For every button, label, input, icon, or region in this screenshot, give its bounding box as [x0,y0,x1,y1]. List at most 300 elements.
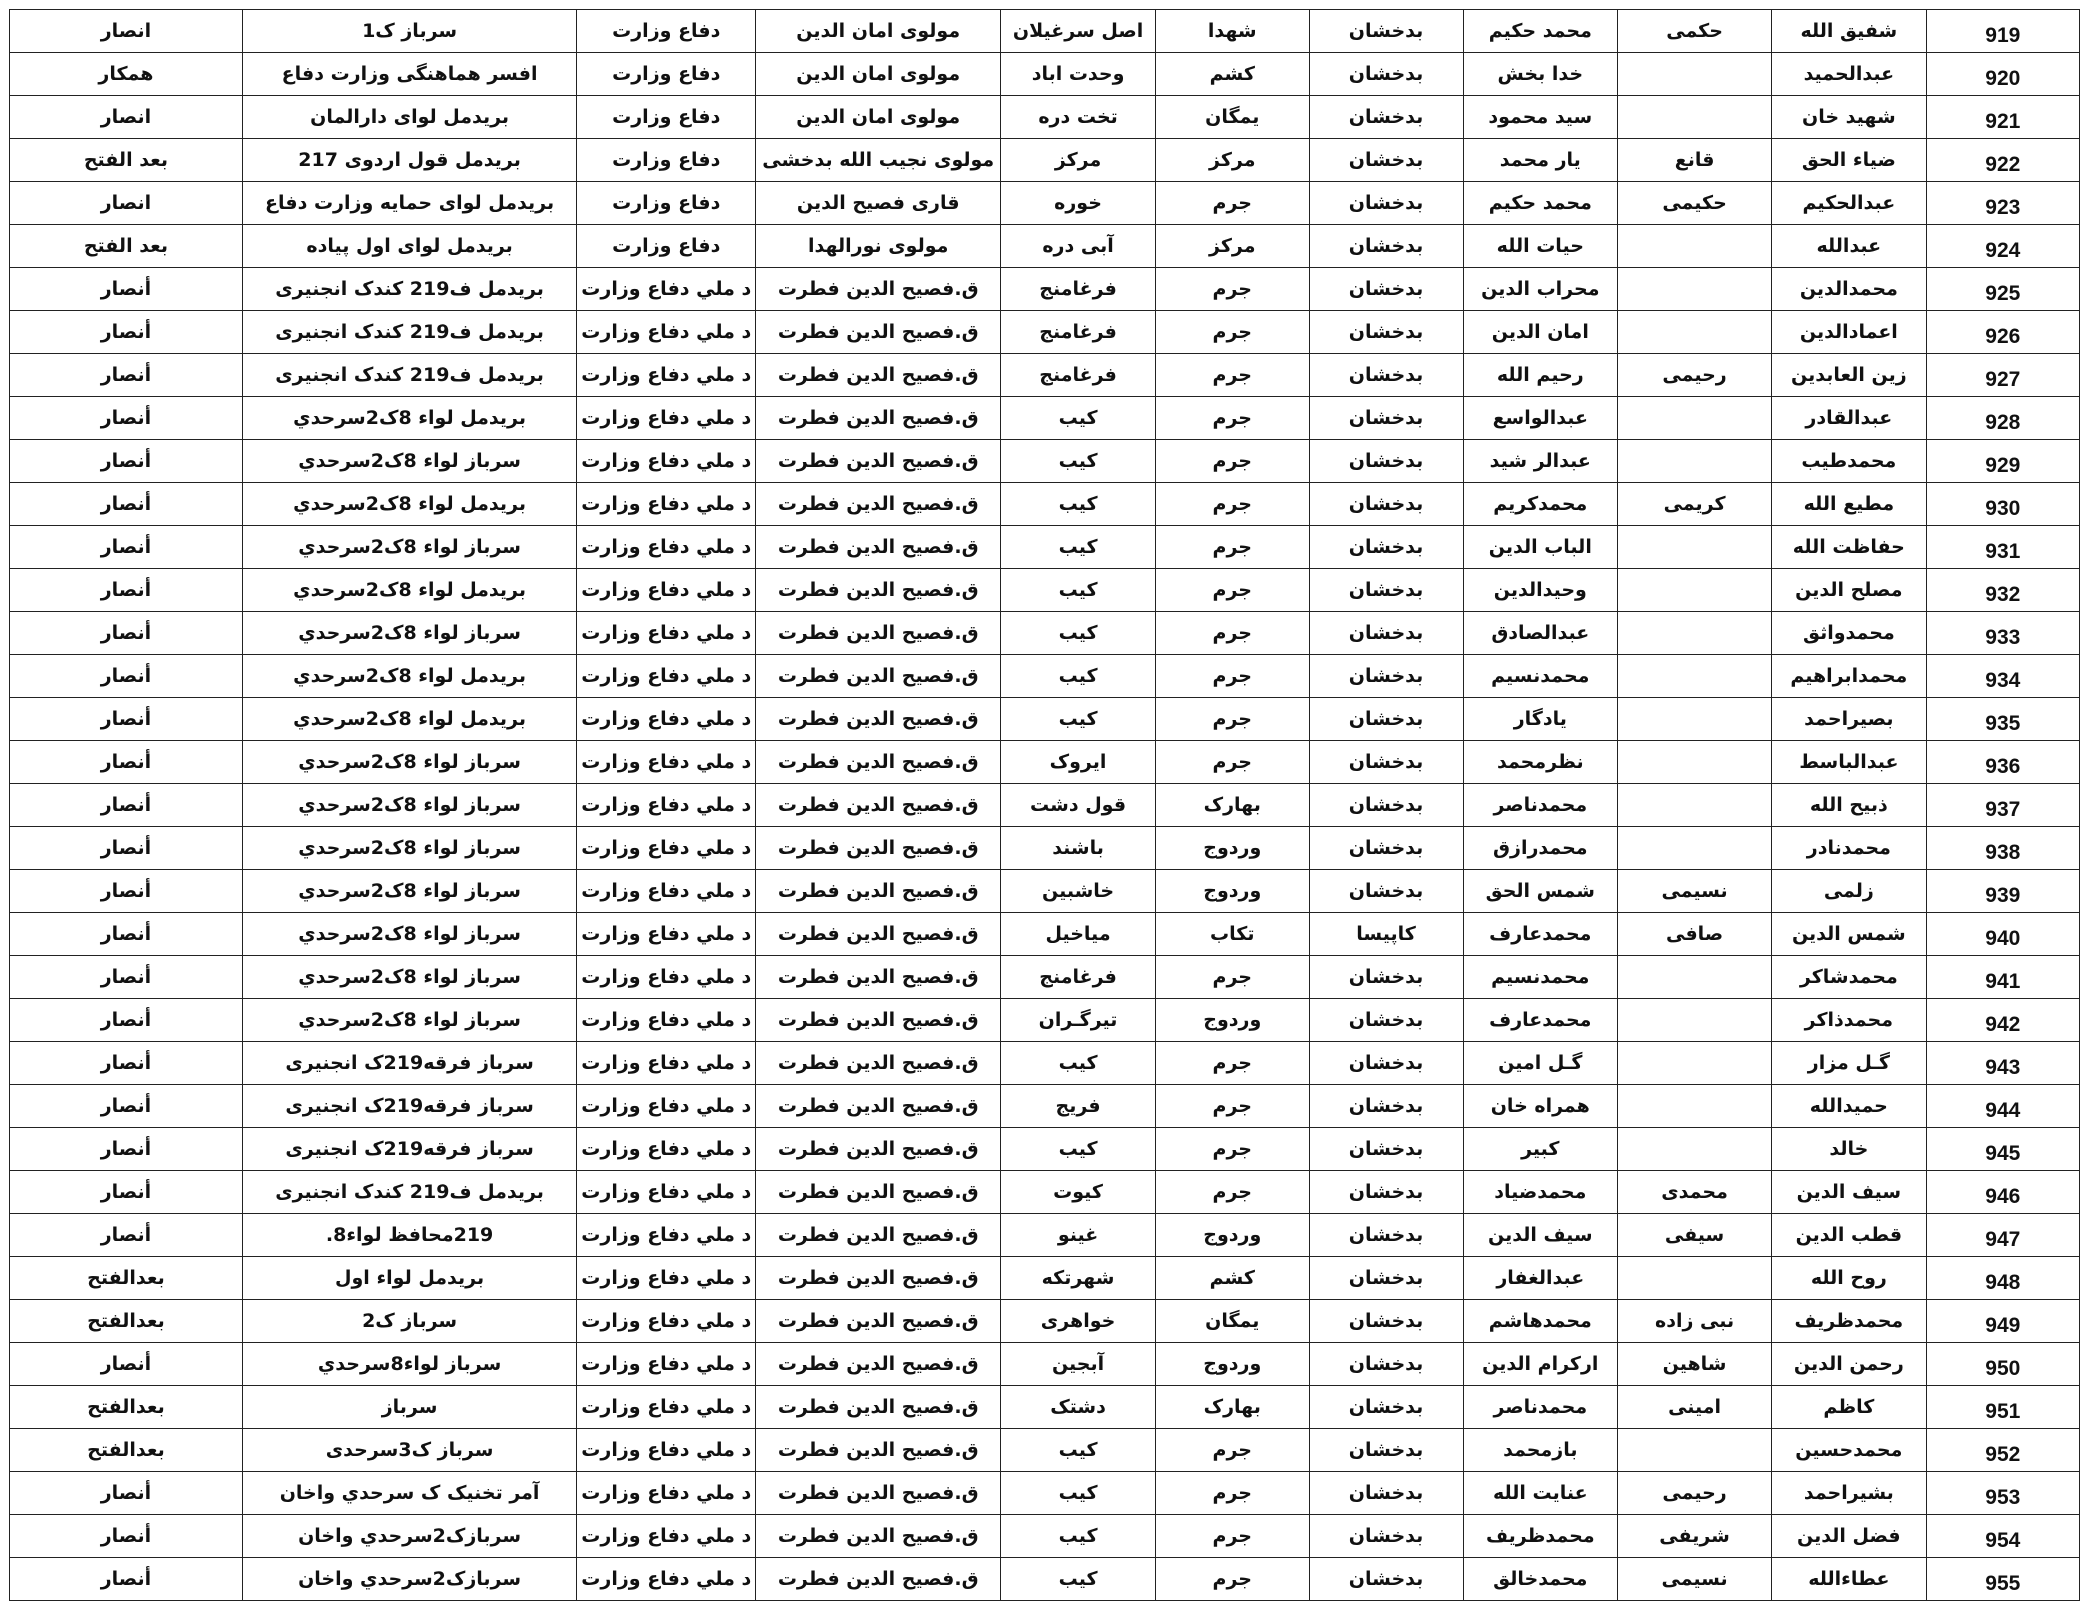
position-cell: سرباز لواء 8ک2سرحدي [242,956,576,999]
ministry-cell: د ملي دفاع وزارت [577,913,756,956]
status-cell: أنصار [10,569,243,612]
province-cell: بدخشان [1309,999,1463,1042]
table-row [10,139,2080,182]
number-cell: 952 [1926,1429,2079,1472]
recommender-cell: ق.فصیح الدین فطرت [756,827,1001,870]
table-row [10,483,2080,526]
name-cell: محمدشاکر [1772,956,1927,999]
surname-cell: کریمی [1618,483,1772,526]
status-cell: أنصار [10,741,243,784]
ministry-cell: د ملي دفاع وزارت [577,1257,756,1300]
table-row [10,612,2080,655]
status-cell: بعدالفتح [10,1300,243,1343]
surname-cell [1618,1128,1772,1171]
ministry-cell: د ملي دفاع وزارت [577,1042,756,1085]
village-cell: کیب [1001,655,1156,698]
table-row [10,741,2080,784]
province-cell: بدخشان [1309,311,1463,354]
father-name-cell: محمدنسیم [1463,956,1618,999]
recommender-cell: مولوی نورالهدا [756,225,1001,268]
province-cell: بدخشان [1309,1300,1463,1343]
table-row [10,655,2080,698]
ministry-cell: د ملي دفاع وزارت [577,612,756,655]
father-name-cell: رحیم الله [1463,354,1618,397]
village-cell: فریج [1001,1085,1156,1128]
status-cell: أنصار [10,999,243,1042]
table-row [10,1386,2080,1429]
recommender-cell: ق.فصیح الدین فطرت [756,741,1001,784]
number-cell: 933 [1926,612,2079,655]
village-cell: آبجین [1001,1343,1156,1386]
position-cell: سرباز لواء 8ک2سرحدي [242,784,576,827]
position-cell: سرباز [242,1386,576,1429]
recommender-cell: ق.فصیح الدین فطرت [756,1171,1001,1214]
father-name-cell: سیف الدین [1463,1214,1618,1257]
village-cell: کیب [1001,397,1156,440]
status-cell: أنصار [10,397,243,440]
table-row [10,1128,2080,1171]
position-cell: سرباز فرقه219ک انجنیری [242,1085,576,1128]
province-cell: بدخشان [1309,1171,1463,1214]
status-cell: أنصار [10,655,243,698]
number-cell: 949 [1926,1300,2079,1343]
recommender-cell: ق.فصیح الدین فطرت [756,1386,1001,1429]
name-cell: بصیراحمد [1772,698,1927,741]
surname-cell [1618,1257,1772,1300]
father-name-cell: محمدضیاد [1463,1171,1618,1214]
recommender-cell: ق.فصیح الدین فطرت [756,870,1001,913]
status-cell: أنصار [10,268,243,311]
district-cell: جرم [1155,1515,1309,1558]
recommender-cell: ق.فصیح الدین فطرت [756,483,1001,526]
surname-cell [1618,311,1772,354]
surname-cell [1618,698,1772,741]
ministry-cell: د ملي دفاع وزارت [577,1171,756,1214]
district-cell: جرم [1155,698,1309,741]
village-cell: مرکز [1001,139,1156,182]
district-cell: تکاب [1155,913,1309,956]
district-cell: جرم [1155,483,1309,526]
recommender-cell: قاری فصیح الدین [756,182,1001,225]
number-cell: 939 [1926,870,2079,913]
recommender-cell: ق.فصیح الدین فطرت [756,1558,1001,1601]
table-row [10,53,2080,96]
position-cell: سربازک2سرحدي واخان [242,1515,576,1558]
province-cell: بدخشان [1309,1472,1463,1515]
recommender-cell: ق.فصیح الدین فطرت [756,1257,1001,1300]
province-cell: بدخشان [1309,741,1463,784]
status-cell: أنصار [10,612,243,655]
district-cell: جرم [1155,268,1309,311]
position-cell: سرباز لواء 8ک2سرحدي [242,870,576,913]
father-name-cell: محمدخالق [1463,1558,1618,1601]
status-cell: أنصار [10,1214,243,1257]
name-cell: زین العابدین [1772,354,1927,397]
ministry-cell: د ملي دفاع وزارت [577,569,756,612]
father-name-cell: محمدکریم [1463,483,1618,526]
ministry-cell: دفاع وزارت [577,225,756,268]
village-cell: ایروک [1001,741,1156,784]
district-cell: جرم [1155,440,1309,483]
district-cell: شهدا [1155,10,1309,53]
number-cell: 926 [1926,311,2079,354]
father-name-cell: عبدالواسع [1463,397,1618,440]
status-cell: أنصار [10,1085,243,1128]
recommender-cell: ق.فصیح الدین فطرت [756,784,1001,827]
district-cell: وردوج [1155,999,1309,1042]
number-cell: 929 [1926,440,2079,483]
status-cell: انصار [10,10,243,53]
table-row [10,1515,2080,1558]
number-cell: 944 [1926,1085,2079,1128]
province-cell: بدخشان [1309,139,1463,182]
status-cell: أنصار [10,784,243,827]
ministry-cell: د ملي دفاع وزارت [577,440,756,483]
ministry-cell: د ملي دفاع وزارت [577,1300,756,1343]
name-cell: عبدالقادر [1772,397,1927,440]
position-cell: سرباز لواء 8ک2سرحدي [242,440,576,483]
recommender-cell: ق.فصیح الدین فطرت [756,612,1001,655]
district-cell: جرم [1155,1085,1309,1128]
province-cell: بدخشان [1309,440,1463,483]
province-cell: بدخشان [1309,655,1463,698]
surname-cell [1618,956,1772,999]
surname-cell: امینی [1618,1386,1772,1429]
ministry-cell: د ملي دفاع وزارت [577,1214,756,1257]
name-cell: محمدطیب [1772,440,1927,483]
province-cell: بدخشان [1309,698,1463,741]
name-cell: اعمادالدین [1772,311,1927,354]
district-cell: جرم [1155,526,1309,569]
name-cell: عبدالله [1772,225,1927,268]
status-cell: أنصار [10,1171,243,1214]
village-cell: فرغامنج [1001,956,1156,999]
recommender-cell: ق.فصیح الدین فطرت [756,913,1001,956]
position-cell: بریدمل لواء 8ک2سرحدي [242,569,576,612]
name-cell: محمدظریف [1772,1300,1927,1343]
table-row [10,1300,2080,1343]
father-name-cell: عبدالصادق [1463,612,1618,655]
number-cell: 946 [1926,1171,2079,1214]
table-row [10,870,2080,913]
district-cell: جرم [1155,569,1309,612]
recommender-cell: ق.فصیح الدین فطرت [756,698,1001,741]
position-cell: بریدمل لواء 8ک2سرحدي [242,698,576,741]
status-cell: أنصار [10,354,243,397]
surname-cell [1618,784,1772,827]
village-cell: تیرگـران [1001,999,1156,1042]
ministry-cell: دفاع وزارت [577,182,756,225]
ministry-cell: د ملي دفاع وزارت [577,397,756,440]
surname-cell [1618,53,1772,96]
number-cell: 927 [1926,354,2079,397]
ministry-cell: د ملي دفاع وزارت [577,526,756,569]
table-row [10,1343,2080,1386]
recommender-cell: ق.فصیح الدین فطرت [756,1085,1001,1128]
ministry-cell: د ملي دفاع وزارت [577,956,756,999]
ministry-cell: د ملي دفاع وزارت [577,741,756,784]
number-cell: 928 [1926,397,2079,440]
number-cell: 947 [1926,1214,2079,1257]
table-row [10,182,2080,225]
father-name-cell: کبیر [1463,1128,1618,1171]
recommender-cell: ق.فصیح الدین فطرت [756,268,1001,311]
father-name-cell: محمد حکیم [1463,182,1618,225]
village-cell: فرغامنج [1001,354,1156,397]
province-cell: بدخشان [1309,1558,1463,1601]
village-cell: فرغامنج [1001,311,1156,354]
ministry-cell: د ملي دفاع وزارت [577,784,756,827]
position-cell: بریدمل لوای اول پیاده [242,225,576,268]
status-cell: أنصار [10,1515,243,1558]
name-cell: مطیع الله [1772,483,1927,526]
recommender-cell: ق.فصیح الدین فطرت [756,526,1001,569]
district-cell: وردوج [1155,870,1309,913]
status-cell: بعدالفتح [10,1386,243,1429]
table-row [10,1472,2080,1515]
position-cell: سربازک2سرحدي واخان [242,1558,576,1601]
table-row [10,311,2080,354]
table-row [10,1429,2080,1472]
district-cell: جرم [1155,311,1309,354]
number-cell: 936 [1926,741,2079,784]
ministry-cell: د ملي دفاع وزارت [577,483,756,526]
name-cell: سیف الدین [1772,1171,1927,1214]
status-cell: أنصار [10,526,243,569]
table-row [10,397,2080,440]
table-row [10,1214,2080,1257]
district-cell: جرم [1155,1558,1309,1601]
father-name-cell: محمدناصر [1463,1386,1618,1429]
father-name-cell: محمدرازق [1463,827,1618,870]
province-cell: بدخشان [1309,182,1463,225]
ministry-cell: دفاع وزارت [577,53,756,96]
name-cell: گـل مزار [1772,1042,1927,1085]
name-cell: شمس الدین [1772,913,1927,956]
position-cell: بریدمل لواء 8ک2سرحدي [242,397,576,440]
position-cell: بریدمل لوای دارالمان [242,96,576,139]
district-cell: جرم [1155,1472,1309,1515]
district-cell: وردوج [1155,1343,1309,1386]
province-cell: بدخشان [1309,354,1463,397]
position-cell: بریدمل ف219 کندک انجنیری [242,268,576,311]
table-row [10,569,2080,612]
name-cell: محمدواثق [1772,612,1927,655]
recommender-cell: ق.فصیح الدین فطرت [756,569,1001,612]
status-cell: أنصار [10,827,243,870]
status-cell: أنصار [10,1128,243,1171]
father-name-cell: امان الدین [1463,311,1618,354]
village-cell: کیب [1001,1558,1156,1601]
name-cell: رحمن الدین [1772,1343,1927,1386]
table-row [10,1257,2080,1300]
recommender-cell: ق.فصیح الدین فطرت [756,440,1001,483]
table-row [10,698,2080,741]
surname-cell [1618,741,1772,784]
number-cell: 950 [1926,1343,2079,1386]
father-name-cell: محمدنسیم [1463,655,1618,698]
village-cell: شهرتکه [1001,1257,1156,1300]
position-cell: سرباز لواء 8ک2سرحدي [242,827,576,870]
name-cell: مصلح الدین [1772,569,1927,612]
number-cell: 938 [1926,827,2079,870]
surname-cell [1618,268,1772,311]
district-cell: مرکز [1155,139,1309,182]
name-cell: زلمی [1772,870,1927,913]
table-row [10,1171,2080,1214]
recommender-cell: ق.فصیح الدین فطرت [756,1343,1001,1386]
name-cell: محمدابراهیم [1772,655,1927,698]
recommender-cell: ق.فصیح الدین فطرت [756,956,1001,999]
number-cell: 920 [1926,53,2079,96]
province-cell: بدخشان [1309,483,1463,526]
number-cell: 931 [1926,526,2079,569]
position-cell: افسر هماهنگی وزارت دفاع [242,53,576,96]
village-cell: خوره [1001,182,1156,225]
number-cell: 930 [1926,483,2079,526]
number-cell: 921 [1926,96,2079,139]
province-cell: بدخشان [1309,268,1463,311]
position-cell: سرباز لواء 8ک2سرحدي [242,612,576,655]
father-name-cell: محمدعارف [1463,913,1618,956]
district-cell: جرم [1155,1042,1309,1085]
district-cell: وردوج [1155,827,1309,870]
surname-cell: شاهین [1618,1343,1772,1386]
district-cell: بهارک [1155,1386,1309,1429]
province-cell: بدخشان [1309,1257,1463,1300]
status-cell: أنصار [10,311,243,354]
name-cell: حفاظت الله [1772,526,1927,569]
father-name-cell: خدا بخش [1463,53,1618,96]
position-cell: سرباز لواء8سرحدي [242,1343,576,1386]
number-cell: 922 [1926,139,2079,182]
table-row [10,354,2080,397]
recommender-cell: مولوی امان الدین [756,96,1001,139]
name-cell: بشیراحمد [1772,1472,1927,1515]
number-cell: 943 [1926,1042,2079,1085]
surname-cell: نسیمی [1618,870,1772,913]
status-cell: بعد الفتح [10,225,243,268]
recommender-cell: ق.فصیح الدین فطرت [756,1472,1001,1515]
village-cell: کیب [1001,1042,1156,1085]
name-cell: عبدالباسط [1772,741,1927,784]
position-cell: بریدمل لواء اول [242,1257,576,1300]
number-cell: 951 [1926,1386,2079,1429]
district-cell: کشم [1155,53,1309,96]
ministry-cell: دفاع وزارت [577,96,756,139]
surname-cell: رحیمی [1618,354,1772,397]
district-cell: جرم [1155,956,1309,999]
province-cell: بدخشان [1309,569,1463,612]
father-name-cell: نظرمحمد [1463,741,1618,784]
number-cell: 948 [1926,1257,2079,1300]
position-cell: بریدمل لوای حمایه وزارت دفاع [242,182,576,225]
recommender-cell: ق.فصیح الدین فطرت [756,354,1001,397]
name-cell: کاظم [1772,1386,1927,1429]
village-cell: میاخیل [1001,913,1156,956]
position-cell: آمر تخنیک ک سرحدي واخان [242,1472,576,1515]
father-name-cell: شمس الحق [1463,870,1618,913]
recommender-cell: ق.فصیح الدین فطرت [756,311,1001,354]
surname-cell: محمدی [1618,1171,1772,1214]
surname-cell [1618,397,1772,440]
name-cell: محمدذاکر [1772,999,1927,1042]
name-cell: محمدنادر [1772,827,1927,870]
province-cell: بدخشان [1309,225,1463,268]
recommender-cell: ق.فصیح الدین فطرت [756,655,1001,698]
village-cell: خاشبین [1001,870,1156,913]
father-name-cell: الباب الدین [1463,526,1618,569]
number-cell: 941 [1926,956,2079,999]
father-name-cell: همراه خان [1463,1085,1618,1128]
ministry-cell: د ملي دفاع وزارت [577,1472,756,1515]
position-cell: بریدمل ف219 کندک انجنیری [242,354,576,397]
number-cell: 955 [1926,1558,2079,1601]
village-cell: کیب [1001,526,1156,569]
village-cell: تخت دره [1001,96,1156,139]
province-cell: کاپیسا [1309,913,1463,956]
father-name-cell: یار محمد [1463,139,1618,182]
ministry-cell: د ملي دفاع وزارت [577,1515,756,1558]
province-cell: بدخشان [1309,1042,1463,1085]
name-cell: خالد [1772,1128,1927,1171]
father-name-cell: محمدناصر [1463,784,1618,827]
surname-cell: حکمی [1618,10,1772,53]
status-cell: بعد الفتح [10,139,243,182]
position-cell: سرباز لواء 8ک2سرحدي [242,913,576,956]
district-cell: جرم [1155,1128,1309,1171]
number-cell: 934 [1926,655,2079,698]
province-cell: بدخشان [1309,870,1463,913]
table-row [10,526,2080,569]
number-cell: 925 [1926,268,2079,311]
ministry-cell: د ملي دفاع وزارت [577,1558,756,1601]
status-cell: أنصار [10,483,243,526]
position-cell: سرباز ک3سرحدی [242,1429,576,1472]
district-cell: بهارک [1155,784,1309,827]
ministry-cell: د ملي دفاع وزارت [577,999,756,1042]
recommender-cell: ق.فصیح الدین فطرت [756,397,1001,440]
district-cell: مرکز [1155,225,1309,268]
recommender-cell: ق.فصیح الدین فطرت [756,1515,1001,1558]
recommender-cell: مولوی امان الدین [756,53,1001,96]
number-cell: 932 [1926,569,2079,612]
district-cell: وردوج [1155,1214,1309,1257]
recommender-cell: ق.فصیح الدین فطرت [756,1042,1001,1085]
surname-cell: صافی [1618,913,1772,956]
village-cell: باشند [1001,827,1156,870]
status-cell: همکار [10,53,243,96]
position-cell: بریدمل لواء 8ک2سرحدي [242,655,576,698]
recommender-cell: ق.فصیح الدین فطرت [756,1300,1001,1343]
father-name-cell: عبدالغفار [1463,1257,1618,1300]
surname-cell: سیفی [1618,1214,1772,1257]
recommender-cell: ق.فصیح الدین فطرت [756,999,1001,1042]
province-cell: بدخشان [1309,1085,1463,1128]
table-row [10,913,2080,956]
village-cell: کیب [1001,1515,1156,1558]
district-cell: جرم [1155,741,1309,784]
recommender-cell: مولوی نجیب الله بدخشی [756,139,1001,182]
district-cell: یمگان [1155,1300,1309,1343]
ministry-cell: د ملي دفاع وزارت [577,268,756,311]
position-cell: بریدمل قول اردوی 217 [242,139,576,182]
surname-cell: نسیمی [1618,1558,1772,1601]
table-row [10,999,2080,1042]
ministry-cell: د ملي دفاع وزارت [577,311,756,354]
table-row [10,10,2080,53]
position-cell: سرباز لواء 8ک2سرحدي [242,999,576,1042]
